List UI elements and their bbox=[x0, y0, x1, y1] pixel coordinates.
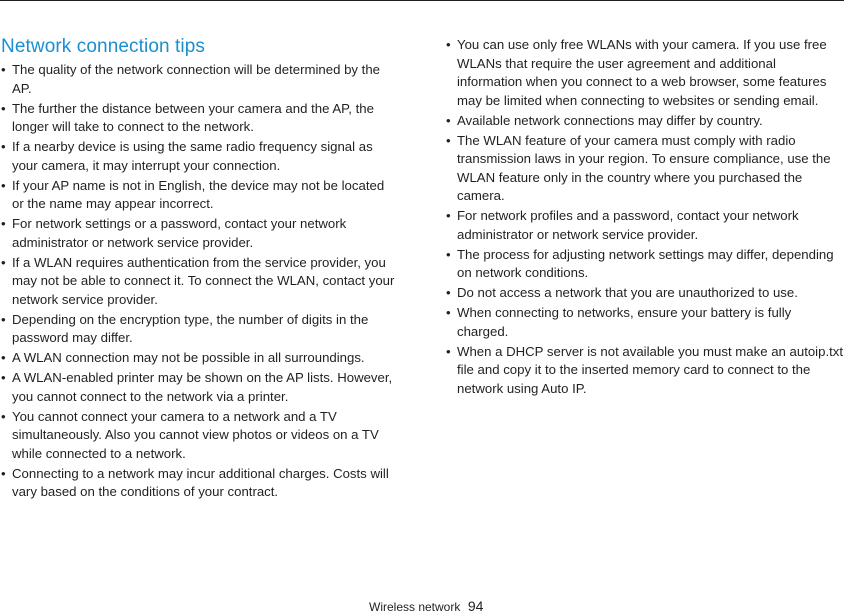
tip-item: • The process for adjusting network settings may differ, depending on network conditions. bbox=[446, 246, 844, 283]
tip-item: • Available network connections may differ by country. bbox=[446, 112, 844, 131]
page-title: Network connection tips bbox=[1, 36, 206, 57]
tip-item: • Connecting to a network may incur additional charges. Costs will vary based on the conditions of your contract. bbox=[1, 465, 399, 502]
tip-item: • The quality of the network connection will be determined by the AP. bbox=[1, 61, 399, 98]
tip-item: • For network profiles and a password, contact your network administrator or network service provider. bbox=[446, 207, 844, 244]
tip-item: • If your AP name is not in English, the device may not be located or the name may appear incorrect. bbox=[1, 177, 399, 214]
tip-item: • The further the distance between your camera and the AP, the longer will take to connect to the network. bbox=[1, 100, 399, 137]
tip-item: • If a WLAN requires authentication from the service provider, you may not be able to connect it. To connect the WLAN, contact your network service provider. bbox=[1, 254, 399, 310]
right-tip-list bbox=[446, 36, 844, 400]
tip-item: • Depending on the encryption type, the number of digits in the password may differ. bbox=[1, 311, 399, 348]
page-number: 94 bbox=[467, 598, 484, 614]
left-tip-list bbox=[1, 61, 399, 503]
tip-item: • Do not access a network that you are unauthorized to use. bbox=[446, 284, 844, 303]
tip-item: • A WLAN connection may not be possible in all surroundings. bbox=[1, 349, 399, 368]
top-rule bbox=[0, 0, 844, 1]
tip-item: • You can use only free WLANs with your camera. If you use free WLANs that require the user agreement and additional information when you connect to a web browser, some features may be limited when connecting to websites or sending email. bbox=[446, 36, 844, 110]
tip-item: • When connecting to networks, ensure your battery is fully charged. bbox=[446, 304, 844, 341]
page-footer bbox=[369, 598, 483, 614]
footer-section-name: Wireless network bbox=[369, 600, 461, 614]
tip-item: • The WLAN feature of your camera must comply with radio transmission laws in your region. To ensure compliance, use the WLAN feature only in the country where you purchased the camera. bbox=[446, 132, 844, 206]
tip-item: • If a nearby device is using the same radio frequency signal as your camera, it may interrupt your connection. bbox=[1, 138, 399, 175]
tip-item: • You cannot connect your camera to a network and a TV simultaneously. Also you cannot view photos or videos on a TV while connected to a network. bbox=[1, 408, 399, 464]
tip-item: • When a DHCP server is not available you must make an autoip.txt file and copy it to the inserted memory card to connect to the network using Auto IP. bbox=[446, 343, 844, 399]
tip-item: • A WLAN-enabled printer may be shown on the AP lists. However, you cannot connect to the network via a printer. bbox=[1, 369, 399, 406]
tip-item: • For network settings or a password, contact your network administrator or network service provider. bbox=[1, 215, 399, 252]
